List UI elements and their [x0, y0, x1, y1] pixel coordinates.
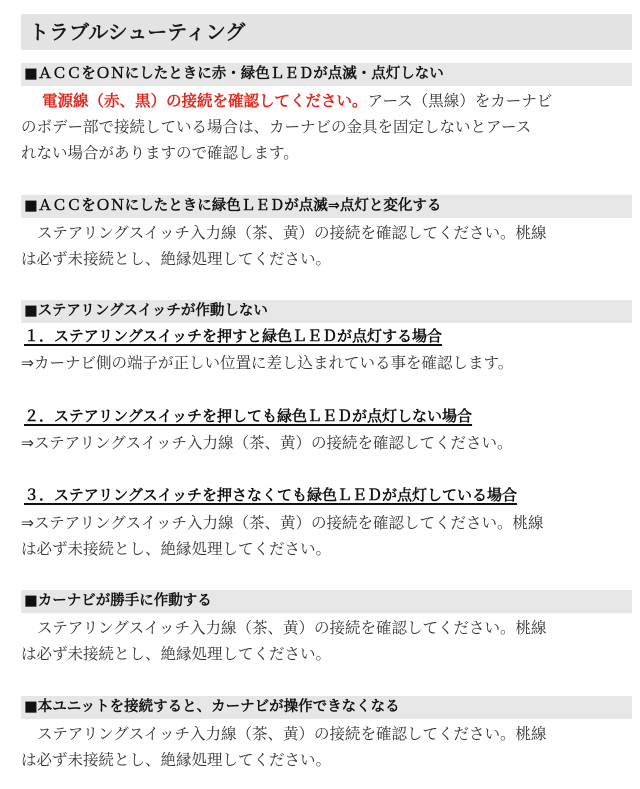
paragraph-line: ⇒カーナビ側の端子が正しい位置に差し込まれている事を確認します。	[21, 354, 514, 372]
paragraph-line: れない場合がありますので確認します。	[21, 144, 299, 162]
paragraph-line: ステアリングスイッチ入力線（茶、黄）の接続を確認してください。桃線	[37, 619, 547, 637]
paragraph-line: のボデー部で接続している場合は、カーナビの金具を固定しないとアース	[21, 118, 532, 136]
title-bar	[21, 14, 632, 50]
paragraph-line: は必ず未接続とし、絶縁処理してください。	[21, 751, 332, 769]
section-heading-bar	[21, 696, 632, 719]
paragraph-line: ⇒ステアリングスイッチ入力線（茶、黄）の接続を確認してください。	[21, 434, 513, 452]
section-heading-bar	[21, 590, 632, 613]
section-heading: ■本ユニットを接続すると、カーナビが操作できなくなる	[24, 699, 400, 715]
section-heading: ■ＡＣＣをＯＮにしたときに緑色ＬＥＤが点滅⇒点灯と変化する	[24, 198, 442, 214]
paragraph-line: ステアリングスイッチ入力線（茶、黄）の接続を確認してください。桃線	[37, 224, 547, 242]
case-heading: ２．ステアリングスイッチを押しても緑色ＬＥＤが点灯しない場合	[24, 407, 473, 425]
paragraph-line: は必ず未接続とし、絶縁処理してください。	[21, 540, 332, 558]
paragraph-line: は必ず未接続とし、絶縁処理してください。	[21, 645, 332, 663]
paragraph-line: ⇒ステアリングスイッチ入力線（茶、黄）の接続を確認してください。桃線	[21, 514, 544, 532]
section-heading-bar	[21, 300, 632, 323]
page-title: トラブルシューティング	[29, 20, 246, 44]
warning-text: 電源線（赤、黒）の接続を確認してください。	[42, 92, 368, 110]
case-heading: １．ステアリングスイッチを押すと緑色ＬＥＤが点灯する場合	[24, 327, 443, 345]
section-heading-bar	[21, 195, 632, 218]
paragraph-text: アース（黒線）をカーナビ	[367, 92, 553, 110]
case-heading: ３．ステアリングスイッチを押さなくても緑色ＬＥＤが点灯している場合	[24, 486, 518, 504]
section-heading: ■カーナビが勝手に作動する	[24, 593, 212, 609]
section-heading-bar	[21, 63, 632, 86]
paragraph-line: は必ず未接続とし、絶縁処理してください。	[21, 250, 332, 268]
section-heading: ■ＡＣＣをＯＮにしたときに赤・緑色ＬＥＤが点滅・点灯しない	[24, 66, 444, 82]
paragraph-line	[42, 90, 552, 112]
section-heading: ■ステアリングスイッチが作動しない	[24, 303, 268, 319]
paragraph-line: ステアリングスイッチ入力線（茶、黄）の接続を確認してください。桃線	[37, 725, 547, 743]
